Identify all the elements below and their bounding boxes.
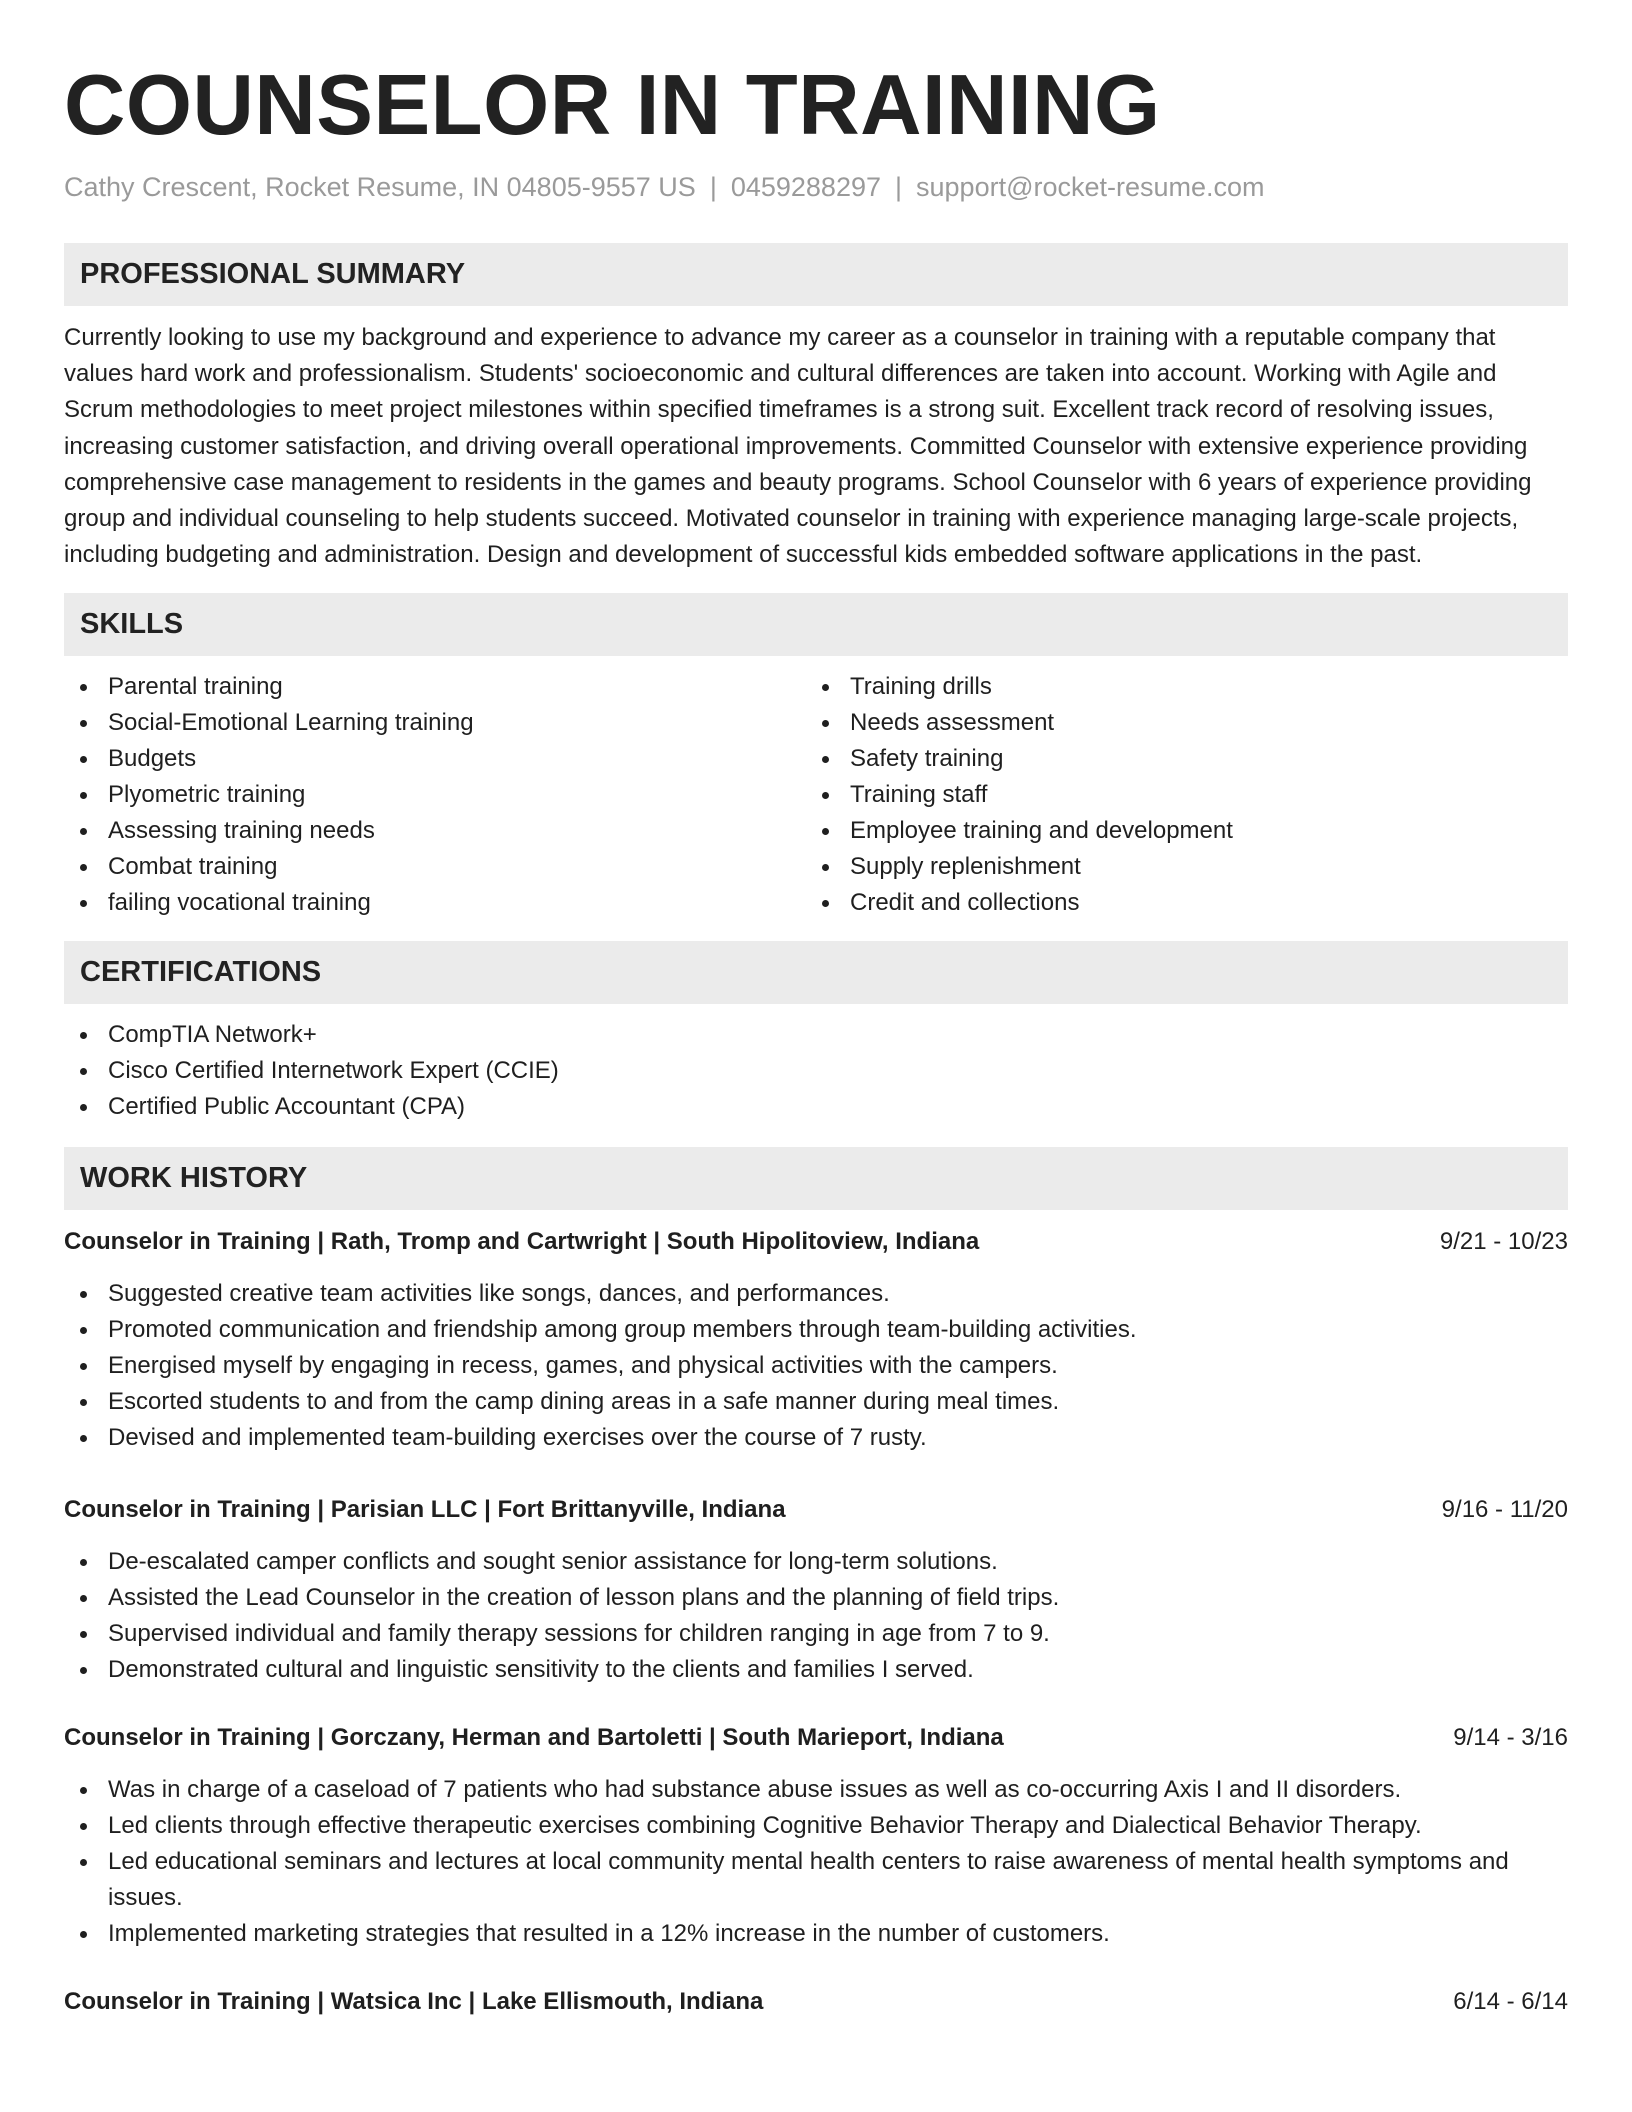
list-item: Plyometric training (64, 777, 806, 813)
work-history-heading: WORK HISTORY (64, 1147, 1568, 1210)
job-bullets (64, 1276, 1568, 1456)
skills-column-right (806, 669, 1548, 921)
list-item: Safety training (806, 741, 1548, 777)
list-item: Training staff (806, 777, 1548, 813)
job-dates: 9/14 - 3/16 (1453, 1724, 1568, 1752)
job-title: Counselor in Training | Parisian LLC | Fort Brittanyville, Indiana (64, 1496, 786, 1524)
list-item: Promoted communication and friendship among group members through team-building activities. (64, 1312, 1568, 1348)
job-entry (64, 1492, 1568, 1688)
summary-heading: PROFESSIONAL SUMMARY (64, 243, 1568, 306)
resume-title: COUNSELOR IN TRAINING (64, 58, 1161, 153)
job-header (64, 1720, 1568, 1756)
list-item: Assessing training needs (64, 813, 806, 849)
job-bullets (64, 1544, 1568, 1688)
list-item: Escorted students to and from the camp dining areas in a safe manner during meal times. (64, 1384, 1568, 1420)
list-item: Combat training (64, 849, 806, 885)
job-entry (64, 1720, 1568, 1952)
list-item: Led clients through effective therapeutic exercises combining Cognitive Behavior Therapy and Dialectical Behavior Therapy. (64, 1808, 1568, 1844)
job-bullets (64, 1772, 1568, 1952)
list-item: Suggested creative team activities like songs, dances, and performances. (64, 1276, 1568, 1312)
resume-page (64, 0, 1568, 2020)
job-dates: 9/16 - 11/20 (1441, 1496, 1568, 1524)
contact-email[interactable]: support@rocket-resume.com (916, 172, 1265, 202)
certifications-list (64, 1017, 1568, 1125)
list-item: Needs assessment (806, 705, 1548, 741)
summary-text: Currently looking to use my background and experience to advance my career as a counselor in training with a reputable company that values hard work and professionalism. Students' socioeconomic and cultural differences are taken into account. Working with Agile and Scrum methodologies to meet project milestones within specified timeframes is a strong suit. Excellent track record of resolving issues, increasing customer satisfaction, and driving overall operational improvements. Committed Counselor with extensive experience providing comprehensive case management to residents in the games and beauty programs. School Counselor with 6 years of experience providing group and individual counseling to help students succeed. Motivated counselor in training with experience managing large-scale projects, including budgeting and administration. Design and development of successful kids embedded software applications in the past. (64, 324, 1532, 569)
job-entry (64, 1224, 1568, 1456)
list-item: Devised and implemented team-building exercises over the course of 7 rusty. (64, 1420, 1568, 1456)
list-item: Employee training and development (806, 813, 1548, 849)
list-item: failing vocational training (64, 885, 806, 921)
job-header (64, 1492, 1568, 1528)
list-item: Energised myself by engaging in recess, games, and physical activities with the campers. (64, 1348, 1568, 1384)
list-item: Credit and collections (806, 885, 1548, 921)
list-item: Certified Public Accountant (CPA) (64, 1089, 1568, 1125)
job-header (64, 1224, 1568, 1260)
job-header (64, 1984, 1568, 2020)
contact-phone: 0459288297 (730, 172, 881, 202)
work-history-list (64, 1224, 1568, 2020)
job-title: Counselor in Training | Watsica Inc | Lake Ellismouth, Indiana (64, 1988, 764, 2016)
list-item: Implemented marketing strategies that resulted in a 12% increase in the number of customers. (64, 1916, 1568, 1952)
skills-column-left (64, 669, 806, 921)
list-item: Social-Emotional Learning training (64, 705, 806, 741)
certifications-heading: CERTIFICATIONS (64, 941, 1568, 1004)
job-title: Counselor in Training | Gorczany, Herman and Bartoletti | South Marieport, Indiana (64, 1724, 1004, 1752)
list-item: Was in charge of a caseload of 7 patients who had substance abuse issues as well as co-occurring Axis I and II disorders. (64, 1772, 1568, 1808)
job-title: Counselor in Training | Rath, Tromp and Cartwright | South Hipolitoview, Indiana (64, 1228, 980, 1256)
contact-line (64, 170, 1568, 204)
job-dates: 9/21 - 10/23 (1439, 1228, 1568, 1256)
list-item: Cisco Certified Internetwork Expert (CCIE) (64, 1053, 1568, 1089)
list-item: De-escalated camper conflicts and sought senior assistance for long-term solutions. (64, 1544, 1568, 1580)
list-item: Supervised individual and family therapy sessions for children ranging in age from 7 to 9. (64, 1616, 1568, 1652)
list-item: Training drills (806, 669, 1548, 705)
contact-separator: | (895, 172, 903, 202)
job-entry (64, 1984, 1568, 2020)
list-item: Demonstrated cultural and linguistic sensitivity to the clients and families I served. (64, 1652, 1568, 1688)
skills-list (64, 669, 1568, 921)
skills-heading: SKILLS (64, 593, 1568, 656)
list-item: Parental training (64, 669, 806, 705)
list-item: CompTIA Network+ (64, 1017, 1568, 1053)
contact-separator: | (709, 172, 717, 202)
list-item: Supply replenishment (806, 849, 1548, 885)
job-dates: 6/14 - 6/14 (1453, 1988, 1568, 2016)
list-item: Led educational seminars and lectures at local community mental health centers to raise awareness of mental health symptoms and issues. (64, 1844, 1568, 1916)
list-item: Budgets (64, 741, 806, 777)
contact-address: Cathy Crescent, Rocket Resume, IN 04805-9557 US (64, 172, 696, 202)
list-item: Assisted the Lead Counselor in the creation of lesson plans and the planning of field trips. (64, 1580, 1568, 1616)
